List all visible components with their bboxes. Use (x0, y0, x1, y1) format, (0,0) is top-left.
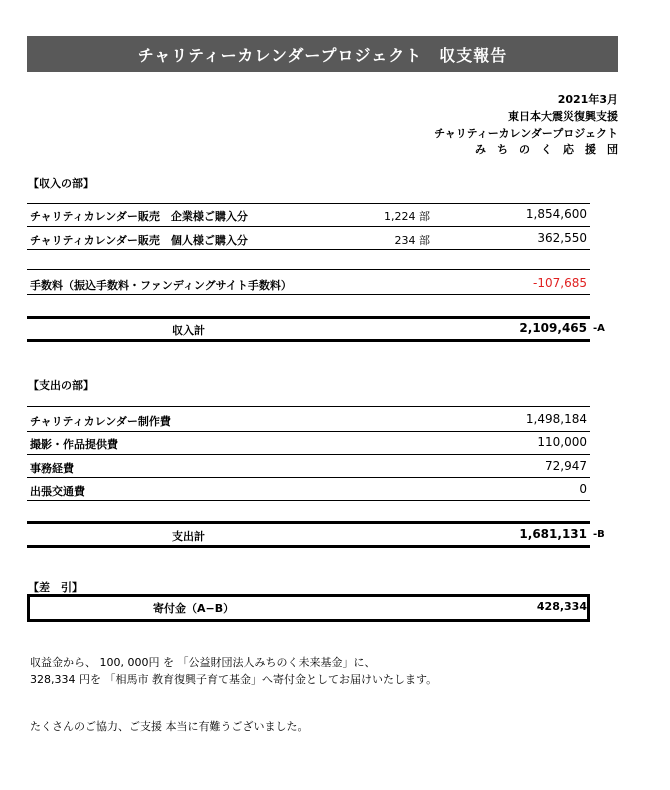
divider (27, 249, 590, 250)
divider (27, 431, 590, 432)
expense-row-label: 撮影・作品提供費 (30, 438, 118, 451)
org-line-2: チャリティーカレンダープロジェクト (434, 127, 618, 140)
total-rule (27, 339, 590, 342)
expense-total-label: 支出計 (172, 530, 205, 543)
total-rule (27, 521, 590, 524)
report-title: チャリティーカレンダープロジェクト 収支報告 (27, 36, 618, 72)
expense-row-amount: 0 (579, 482, 587, 496)
balance-heading: 【差 引】 (28, 581, 83, 594)
income-row-amount: 1,854,600 (525, 207, 587, 221)
income-total-amount: 2,109,465 (519, 321, 587, 335)
expense-heading: 【支出の部】 (28, 379, 94, 392)
income-row-qty: 1,224 部 (384, 210, 430, 223)
divider (27, 454, 590, 455)
expense-row-label: 事務経費 (30, 462, 74, 475)
org-line-3: み ち の く 応 援 団 (475, 143, 618, 156)
income-row-label: チャリティカレンダー販売 企業様ご購入分 (30, 210, 248, 223)
report-date: 2021年3月 (557, 93, 618, 106)
income-row-amount: 362,550 (537, 231, 587, 245)
divider (27, 294, 590, 295)
expense-row-amount: 1,498,184 (525, 412, 587, 426)
divider (27, 203, 590, 204)
expense-row-amount: 72,947 (545, 459, 587, 473)
income-total-tag: -A (593, 323, 605, 334)
total-rule (27, 316, 590, 319)
note-line-2: 328,334 円を 「相馬市 教育復興子育て基金」へ寄付金としてお届けいたします。 (30, 673, 438, 686)
fee-amount: -107,685 (533, 276, 587, 290)
divider (27, 500, 590, 501)
expense-total-amount: 1,681,131 (519, 527, 587, 541)
donation-label: 寄付金（A−B） (153, 602, 235, 615)
org-line-1: 東日本大震災復興支援 (508, 110, 618, 123)
donation-amount: 428,334 (536, 600, 587, 613)
expense-total-tag: -B (593, 529, 605, 540)
divider (27, 406, 590, 407)
income-heading: 【収入の部】 (28, 177, 94, 190)
expense-row-label: 出張交通費 (30, 485, 85, 498)
divider (27, 477, 590, 478)
expense-row-label: チャリティカレンダー制作費 (30, 415, 171, 428)
thanks-message: たくさんのご協力、ご支援 本当に有難うございました。 (30, 720, 309, 733)
divider (27, 226, 590, 227)
income-total-label: 収入計 (172, 324, 205, 337)
income-row-label: チャリティカレンダー販売 個人様ご購入分 (30, 234, 248, 247)
income-row-qty: 234 部 (394, 234, 430, 247)
expense-row-amount: 110,000 (537, 435, 587, 449)
fee-label: 手数料（振込手数料・ファンディングサイト手数料） (30, 279, 292, 292)
note-line-1: 収益金から、 100, 000円 を 「公益財団法人みちのく未来基金」に、 (30, 656, 376, 669)
total-rule (27, 545, 590, 548)
divider (27, 269, 590, 270)
